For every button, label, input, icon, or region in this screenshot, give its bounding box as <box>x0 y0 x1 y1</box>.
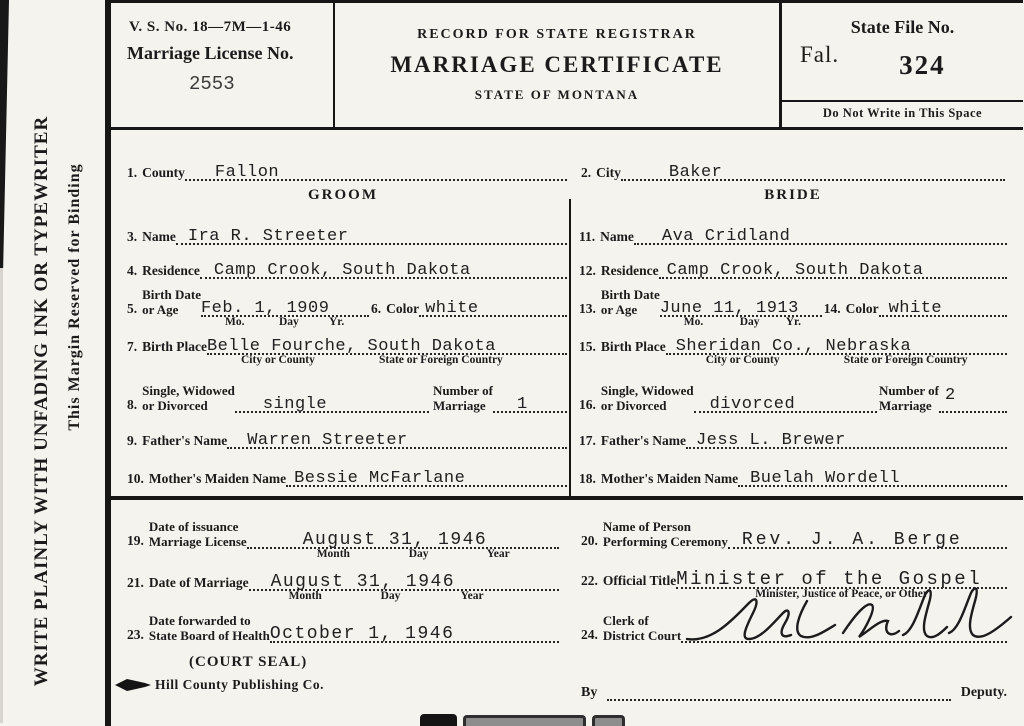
bride-birthplace-value: Sheridan Co., Nebraska <box>675 337 912 356</box>
certificate-title-block <box>335 3 779 103</box>
field-groom-mother <box>127 459 567 487</box>
field-number: 9. <box>127 433 138 448</box>
field-label: Name <box>600 229 634 244</box>
license-date-value: August 31, 1946 <box>302 530 488 550</box>
do-not-write-note: Do Not Write in This Space <box>822 106 983 120</box>
groom-section-header: GROOM <box>308 187 378 203</box>
field-license-issuance-date <box>127 509 559 560</box>
publisher-logo-icon <box>115 678 151 692</box>
field-number: 19. <box>127 533 144 548</box>
field-number: 2. <box>581 165 592 180</box>
bride-marital-value: divorced <box>709 395 796 414</box>
field-label: City <box>596 165 621 180</box>
field-label: Residence <box>600 263 659 278</box>
sub-label-minister: Minister, Justice of Peace, or Other <box>755 588 929 600</box>
state-file-number: 324 <box>899 50 946 80</box>
sub-label-day: Day <box>278 316 299 328</box>
field-label: Number of Marriage <box>432 383 493 413</box>
bride-father-value: Jess L. Brewer <box>695 431 846 450</box>
groom-color-value: white <box>425 299 479 318</box>
field-label: Birth Date or Age <box>600 287 660 317</box>
scan-edge-artifact <box>0 0 9 268</box>
field-label: Father's Name <box>600 433 686 448</box>
field-number: 15. <box>579 339 596 354</box>
column-divider <box>569 199 571 496</box>
bride-residence-value: Camp Crook, South Dakota <box>666 261 924 280</box>
field-official-title <box>581 559 1007 600</box>
margin-write-plainly-note: WRITE PLAINLY WITH UNFADING INK OR TYPEWRITER <box>31 115 52 687</box>
field-label: Date of issuance Marriage License <box>148 519 247 549</box>
sub-label-city-county: City or County <box>705 354 780 366</box>
field-groom-residence <box>127 251 567 279</box>
sub-label-year: Year <box>460 590 484 602</box>
groom-birthdate-value: Feb. 1, 1909 <box>200 299 330 318</box>
field-label: County <box>142 165 185 180</box>
marriage-date-value: August 31, 1946 <box>270 572 456 592</box>
state-file-box <box>782 3 1023 120</box>
field-label: Residence <box>142 263 200 278</box>
bride-section-header: BRIDE <box>764 187 822 203</box>
scan-edge-artifact-faint <box>0 268 3 723</box>
field-groom-birthdate-color <box>127 285 567 328</box>
field-number: 3. <box>127 229 138 244</box>
field-by-deputy <box>581 679 1007 701</box>
deputy-label: Deputy. <box>960 685 1007 700</box>
field-label: Date of Marriage <box>148 575 249 590</box>
field-bride-birthdate-color <box>579 285 1007 328</box>
field-groom-birthplace <box>127 325 567 366</box>
bride-mother-value: Buelah Wordell <box>750 469 900 488</box>
field-bride-mother <box>579 459 1007 487</box>
state-of-montana: STATE OF MONTANA <box>474 87 640 102</box>
field-label: Color <box>845 301 879 316</box>
sub-label-day: Day <box>739 316 760 328</box>
field-number: 22. <box>581 573 598 588</box>
groom-mother-value: Bessie McFarlane <box>294 469 466 488</box>
sub-label-month: Month <box>316 548 350 560</box>
county-value: Fallon <box>214 163 280 182</box>
field-ceremony-person <box>581 509 1007 549</box>
field-label: Name <box>142 229 176 244</box>
sub-label-day: Day <box>380 590 401 602</box>
groom-marital-value: single <box>262 395 328 414</box>
field-clerk-of-district-court <box>581 603 1007 643</box>
field-label: Official Title <box>602 573 677 588</box>
certificate-title: MARRIAGE CERTIFICATE <box>390 52 724 77</box>
groom-residence-value: Camp Crook, South Dakota <box>213 261 471 280</box>
field-bride-birthplace <box>579 325 1007 366</box>
file-number-rule <box>782 100 1023 102</box>
field-label: Birth Place <box>142 339 207 354</box>
sub-label-yr: Yr. <box>328 316 345 328</box>
groom-marriage-number-value: 1 <box>517 395 528 414</box>
bride-color-value: white <box>888 299 943 318</box>
sub-label-state-foreign: State or Foreign Country <box>843 354 968 366</box>
field-label: Single, Widowed or Divorced <box>600 383 694 413</box>
sub-label-mo: Mo. <box>224 316 245 328</box>
field-number: 1. <box>127 165 138 180</box>
groom-name-value: Ira R. Streeter <box>187 227 349 246</box>
form-stock-number: V. S. No. 18—7M—1-46 <box>129 19 292 35</box>
field-label: Name of Person Performing Ceremony <box>602 519 728 549</box>
state-file-prefix: Fal. <box>800 42 840 67</box>
sub-label-month: Month <box>288 590 322 602</box>
field-label: Birth Place <box>600 339 666 354</box>
forwarded-date-value: October 1, 1946 <box>269 624 455 644</box>
bride-birthdate-value: June 11, 1913 <box>659 299 799 318</box>
field-label: Color <box>386 301 420 316</box>
bride-name-value: Ava Cridland <box>661 227 791 246</box>
sub-label-state-foreign: State or Foreign Country <box>378 354 503 366</box>
field-number: 8. <box>127 397 138 412</box>
field-number: 12. <box>579 263 596 278</box>
sub-label-yr: Yr. <box>785 316 801 328</box>
marriage-license-number: 2553 <box>189 73 235 95</box>
bride-marriage-number-value: 2 <box>945 386 956 405</box>
groom-father-value: Warren Streeter <box>247 431 408 450</box>
field-bride-name <box>579 217 1007 245</box>
field-number: 14. <box>823 301 841 316</box>
field-marriage-date <box>127 561 559 602</box>
clerk-signature <box>683 587 1013 649</box>
field-number: 18. <box>579 471 596 486</box>
field-bride-father <box>579 421 1007 449</box>
field-number: 10. <box>127 471 144 486</box>
field-number: 21. <box>127 575 144 590</box>
field-label: Number of Marriage <box>878 383 939 413</box>
section-divider-rule <box>111 496 1023 500</box>
sub-label-year: Year <box>486 548 510 560</box>
field-number: 4. <box>127 263 138 278</box>
margin-binding-note: This Margin Reserved for Binding <box>66 163 83 431</box>
groom-birthplace-value: Belle Fourche, South Dakota <box>206 337 496 356</box>
field-groom-name <box>127 217 567 245</box>
sub-label-mo: Mo. <box>683 316 704 328</box>
state-file-no-label: State File No. <box>850 17 955 37</box>
field-bride-marital <box>579 377 1007 413</box>
field-county <box>127 153 567 181</box>
sub-label-city-county: City or County <box>240 354 315 366</box>
publisher-name: Hill County Publishing Co. <box>155 677 325 692</box>
field-city <box>581 153 1005 181</box>
ceremony-person-value: Rev. J. A. Berge <box>741 530 963 550</box>
court-seal-label: (COURT SEAL) <box>189 654 308 670</box>
field-number: 16. <box>579 397 596 412</box>
by-label: By <box>581 685 598 700</box>
marriage-license-no-label: Marriage License No. <box>127 43 294 63</box>
field-bride-residence <box>579 251 1007 279</box>
field-number: 20. <box>581 533 598 548</box>
publisher-line <box>115 677 324 693</box>
field-number: 5. <box>127 301 138 316</box>
field-label: Mother's Maiden Name <box>600 471 739 486</box>
field-number: 17. <box>579 433 596 448</box>
field-groom-marital <box>127 377 567 413</box>
field-number: 6. <box>370 301 382 316</box>
field-number: 24. <box>581 627 598 642</box>
field-number: 13. <box>579 301 596 316</box>
field-number: 7. <box>127 339 138 354</box>
city-value: Baker <box>668 163 723 182</box>
field-label: Clerk of District Court <box>602 613 682 643</box>
field-forwarded-date <box>127 603 559 643</box>
official-title-value: Minister of the Gospel <box>676 568 983 590</box>
field-groom-father <box>127 421 567 449</box>
field-label: Mother's Maiden Name <box>148 471 287 486</box>
field-label: Birth Date or Age <box>142 287 201 317</box>
marriage-certificate-form <box>105 0 1023 726</box>
field-number: 23. <box>127 627 144 642</box>
field-label: Date forwarded to State Board of Health <box>148 613 270 643</box>
field-label: Single, Widowed or Divorced <box>142 383 235 413</box>
field-number: 11. <box>579 229 596 244</box>
header-bottom-rule <box>111 127 1023 130</box>
field-label: Father's Name <box>142 433 228 448</box>
sub-label-day: Day <box>408 548 429 560</box>
record-for-state-registrar: RECORD FOR STATE REGISTRAR <box>417 27 697 42</box>
